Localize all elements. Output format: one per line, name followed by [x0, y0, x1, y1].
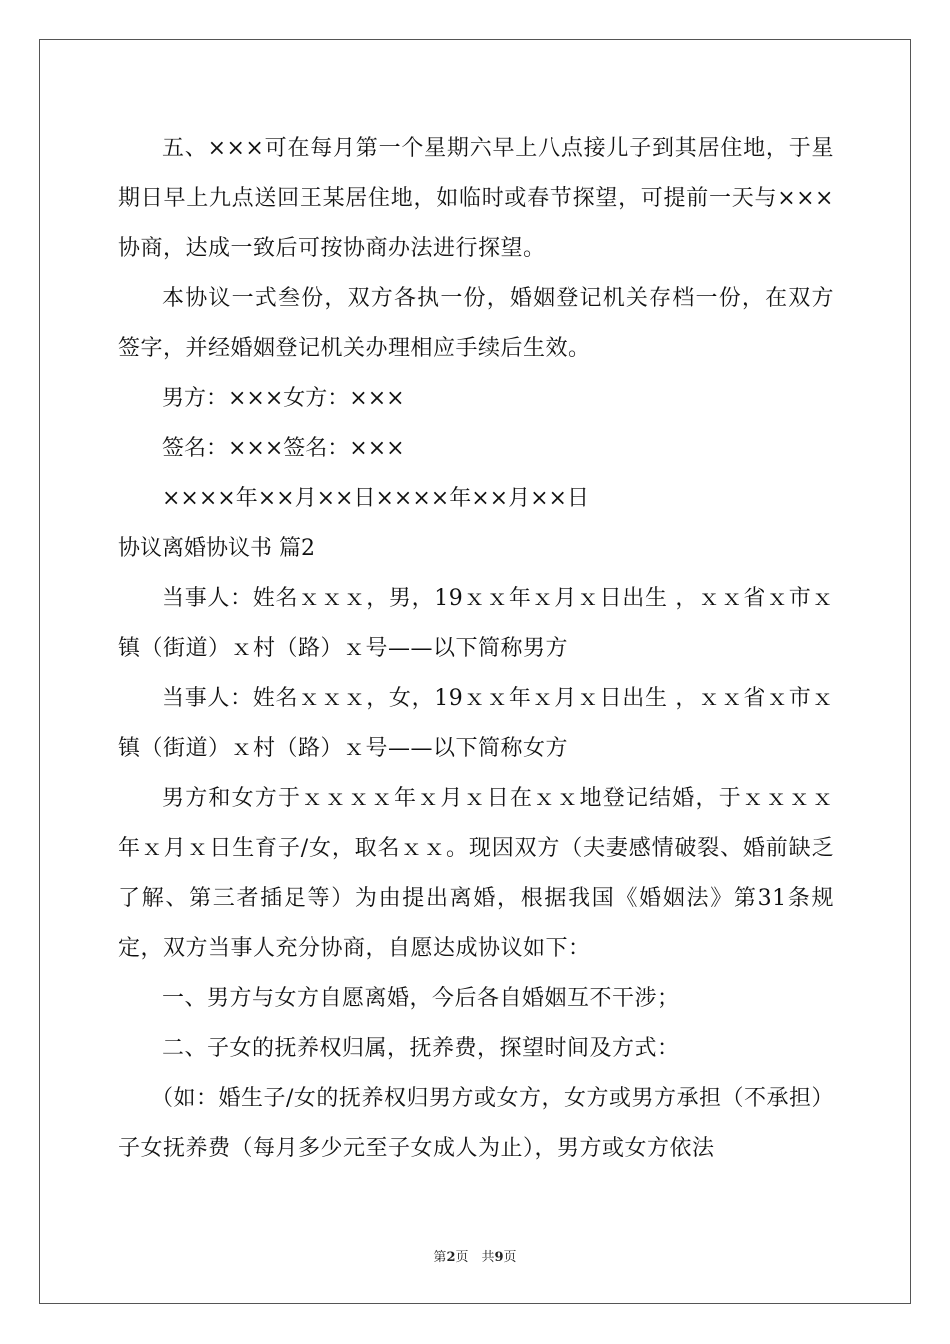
page-mid: 页 共 [455, 1250, 495, 1265]
paragraph-party-female: 当事人：姓名ｘｘｘ，女，19ｘｘ年ｘ月ｘ日出生 ，ｘｘ省ｘ市ｘ镇（街道）ｘ村（路）ｘ号——以下简称女方 [118, 686, 834, 761]
page-footer [0, 1246, 950, 1265]
signature-names: 签名：×××签名：××× [162, 436, 405, 461]
page-total: 9 [494, 1250, 504, 1265]
signature-dates: ××××年××月××日××××年××月××日 [162, 486, 589, 511]
section-title: 协议离婚协议书 篇2 [118, 536, 315, 561]
page-current: 2 [446, 1250, 456, 1265]
clause-two-example: （如：婚生子/女的抚养权归男方或女方，女方或男方承担（不承担）子女抚养费（每月多少元至子女成人为止），男方或女方依法 [118, 1086, 834, 1161]
page-suffix: 页 [503, 1250, 517, 1265]
paragraph-marriage-facts: 男方和女方于ｘｘｘｘ年ｘ月ｘ日在ｘｘ地登记结婚，于ｘｘｘｘ年ｘ月ｘ日生育子/女，取名ｘｘ。现因双方（夫妻感情破裂、婚前缺乏了解、第三者插足等）为由提出离婚，根据我国《婚姻法》第31条规定，双方当事人充分协商，自愿达成协议如下： [118, 786, 834, 961]
page-prefix: 第 [433, 1250, 447, 1265]
paragraph-copies: 本协议一式叁份，双方各执一份，婚姻登记机关存档一份，在双方签字，并经婚姻登记机关办理相应手续后生效。 [118, 286, 834, 361]
paragraph-visitation: 五、×××可在每月第一个星期六早上八点接儿子到其居住地，于星期日早上九点送回王某居住地，如临时或春节探望，可提前一天与×××协商，达成一致后可按协商办法进行探望。 [118, 136, 834, 261]
paragraph-party-male: 当事人：姓名ｘｘｘ，男，19ｘｘ年ｘ月ｘ日出生 ，ｘｘ省ｘ市ｘ镇（街道）ｘ村（路）ｘ号——以下简称男方 [118, 586, 834, 661]
signature-parties: 男方：×××女方：××× [162, 386, 405, 411]
document-body [118, 124, 834, 1174]
clause-two: 二、子女的抚养权归属，抚养费，探望时间及方式： [162, 1036, 680, 1061]
clause-one: 一、男方与女方自愿离婚，今后各自婚姻互不干涉； [162, 986, 680, 1011]
